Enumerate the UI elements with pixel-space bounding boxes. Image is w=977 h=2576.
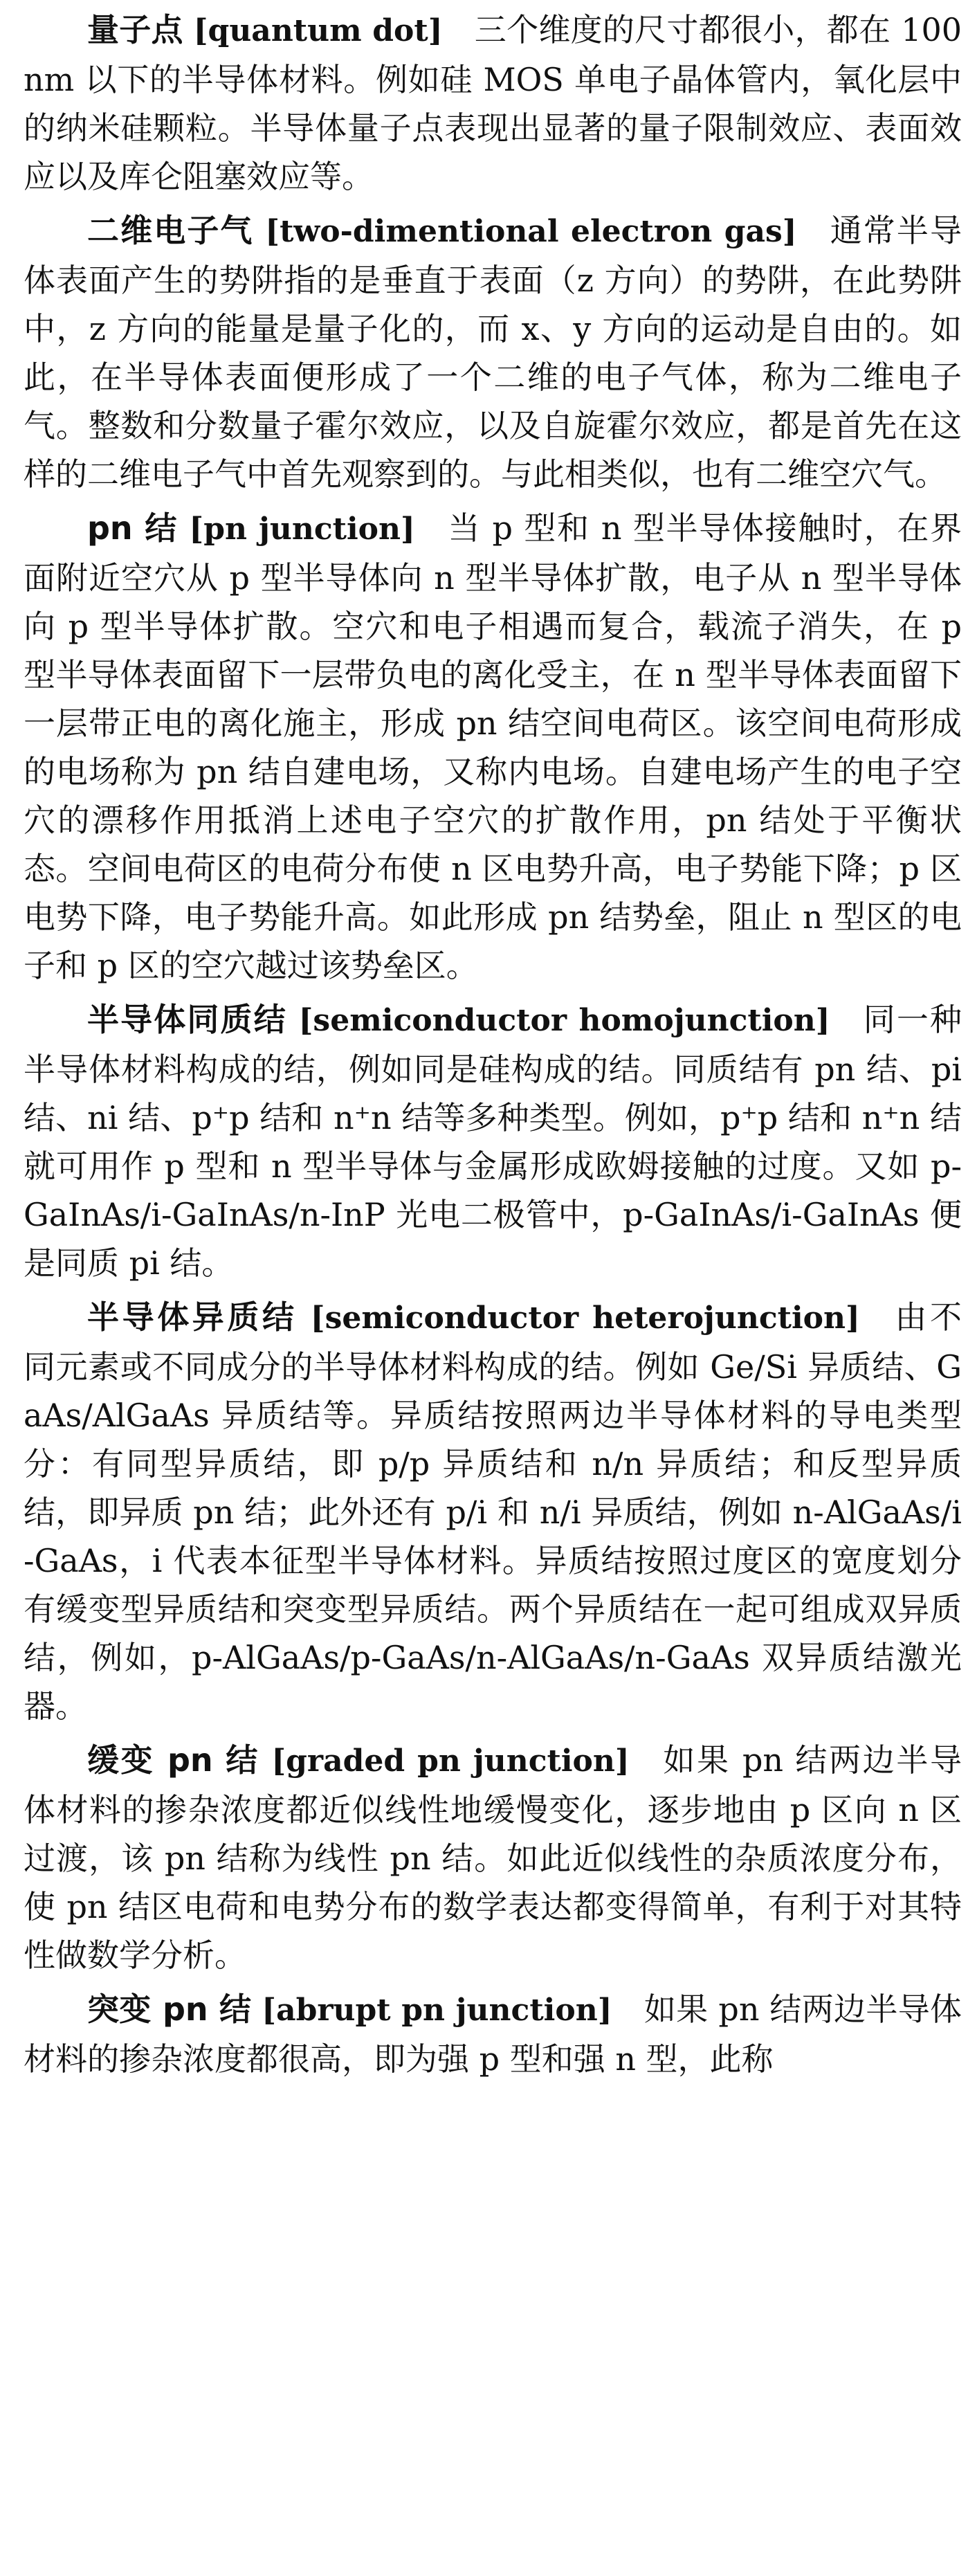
entry-english-term: [quantum dot]: [193, 13, 443, 48]
entry-term: 二维电子气: [87, 212, 254, 249]
document-page: [24, 6, 962, 2089]
entry-definition: 同一种半导体材料构成的结，例如同是硅构成的结。同质结有 pn 结、pi 结、ni 结、p⁺p 结和 n⁺n 结等多种类型。例如，p⁺p 结和 n⁺n 结就可用作 p 型和 n 型半导体与金属形成欧姆接触的过度。又如 p-GaInAs/i-GaInAs/n-InP 光电二极管中，p-GaInAs/i-GaInAs 便是同质 pi 结。: [24, 1001, 962, 1282]
entry-english-term: [abrupt pn junction]: [262, 1993, 612, 2028]
entry-homojunction: [24, 995, 962, 1287]
entry-english-term: [pn junction]: [189, 511, 415, 547]
entry-term: 突变 pn 结: [87, 1990, 252, 2028]
entry-term: 量子点: [87, 11, 183, 48]
entry-definition: 如果 pn 结两边半导体材料的掺杂浓度都很高，即为强 p 型和强 n 型，此称: [24, 1990, 962, 2078]
entry-quantum-dot: [24, 6, 962, 201]
entry-2deg: [24, 206, 962, 498]
entry-english-term: [two-dimentional electron gas]: [265, 214, 797, 249]
entry-term: 半导体同质结: [87, 1001, 287, 1038]
entry-graded-pn-junction: [24, 1736, 962, 1979]
entry-definition: 如果 pn 结两边半导体材料的掺杂浓度都近似线性地缓慢变化，逐步地由 p 区向 n 区过渡，该 pn 结称为线性 pn 结。如此近似线性的杂质浓度分布，使 pn 结区电荷和电势分布的数学表达都变得简单，有利于对其特性做数学分析。: [24, 1741, 962, 1974]
entry-definition: 通常半导体表面产生的势阱指的是垂直于表面（z 方向）的势阱，在此势阱中，z 方向的能量是量子化的，而 x、y 方向的运动是自由的。如此，在半导体表面便形成了一个二维的电子气体，称为二维电子气。整数和分数量子霍尔效应，以及自旋霍尔效应，都是首先在这样的二维电子气中首先观察到的。与此相类似，也有二维空穴气。: [24, 212, 962, 493]
entry-english-term: [graded pn junction]: [271, 1743, 630, 1779]
entry-definition: 由不同元素或不同成分的半导体材料构成的结。例如 Ge/Si 异质结、GaAs/AlGaAs 异质结等。异质结按照两边半导体材料的导电类型分：有同型异质结，即 p/p 异质结和 n/n 异质结；和反型异质结，即异质 pn 结；此外还有 p/i 和 n/i 异质结，例如 n-AlGaAs/i-GaAs，i 代表本征型半导体材料。异质结按照过度区的宽度划分有缓变型异质结和突变型异质结。两个异质结在一起可组成双异质结，例如，p-AlGaAs/p-GaAs/n-AlGaAs/n-GaAs 双异质结激光器。: [24, 1298, 962, 1725]
entry-abrupt-pn-junction: [24, 1985, 962, 2083]
entry-term: 半导体异质结: [87, 1298, 298, 1336]
entry-term: pn 结: [87, 509, 179, 547]
entry-heterojunction: [24, 1293, 962, 1730]
entry-definition: 三个维度的尺寸都很小，都在 100nm 以下的半导体材料。例如硅 MOS 单电子晶体管内，氧化层中的纳米硅颗粒。半导体量子点表现出显著的量子限制效应、表面效应以及库仑阻塞效应等。: [24, 11, 962, 195]
entry-english-term: [semiconductor homojunction]: [298, 1003, 830, 1038]
entry-term: 缓变 pn 结: [87, 1741, 260, 1779]
entry-definition: 当 p 型和 n 型半导体接触时，在界面附近空穴从 p 型半导体向 n 型半导体扩散，电子从 n 型半导体向 p 型半导体扩散。空穴和电子相遇而复合，载流子消失，在 p 型半导体表面留下一层带负电的离化受主，在 n 型半导体表面留下一层带正电的离化施主，形成 pn 结空间电荷区。该空间电荷形成的电场称为 pn 结自建电场，又称内电场。自建电场产生的电子空穴的漂移作用抵消上述电子空穴的扩散作用，pn 结处于平衡状态。空间电荷区的电荷分布使 n 区电势升高，电子势能下降；p 区电势下降，电子势能升高。如此形成 pn 结势垒，阻止 n 型区的电子和 p 区的空穴越过该势垒区。: [24, 509, 962, 984]
entry-pn-junction: [24, 504, 962, 990]
entry-english-term: [semiconductor heterojunction]: [310, 1300, 860, 1336]
